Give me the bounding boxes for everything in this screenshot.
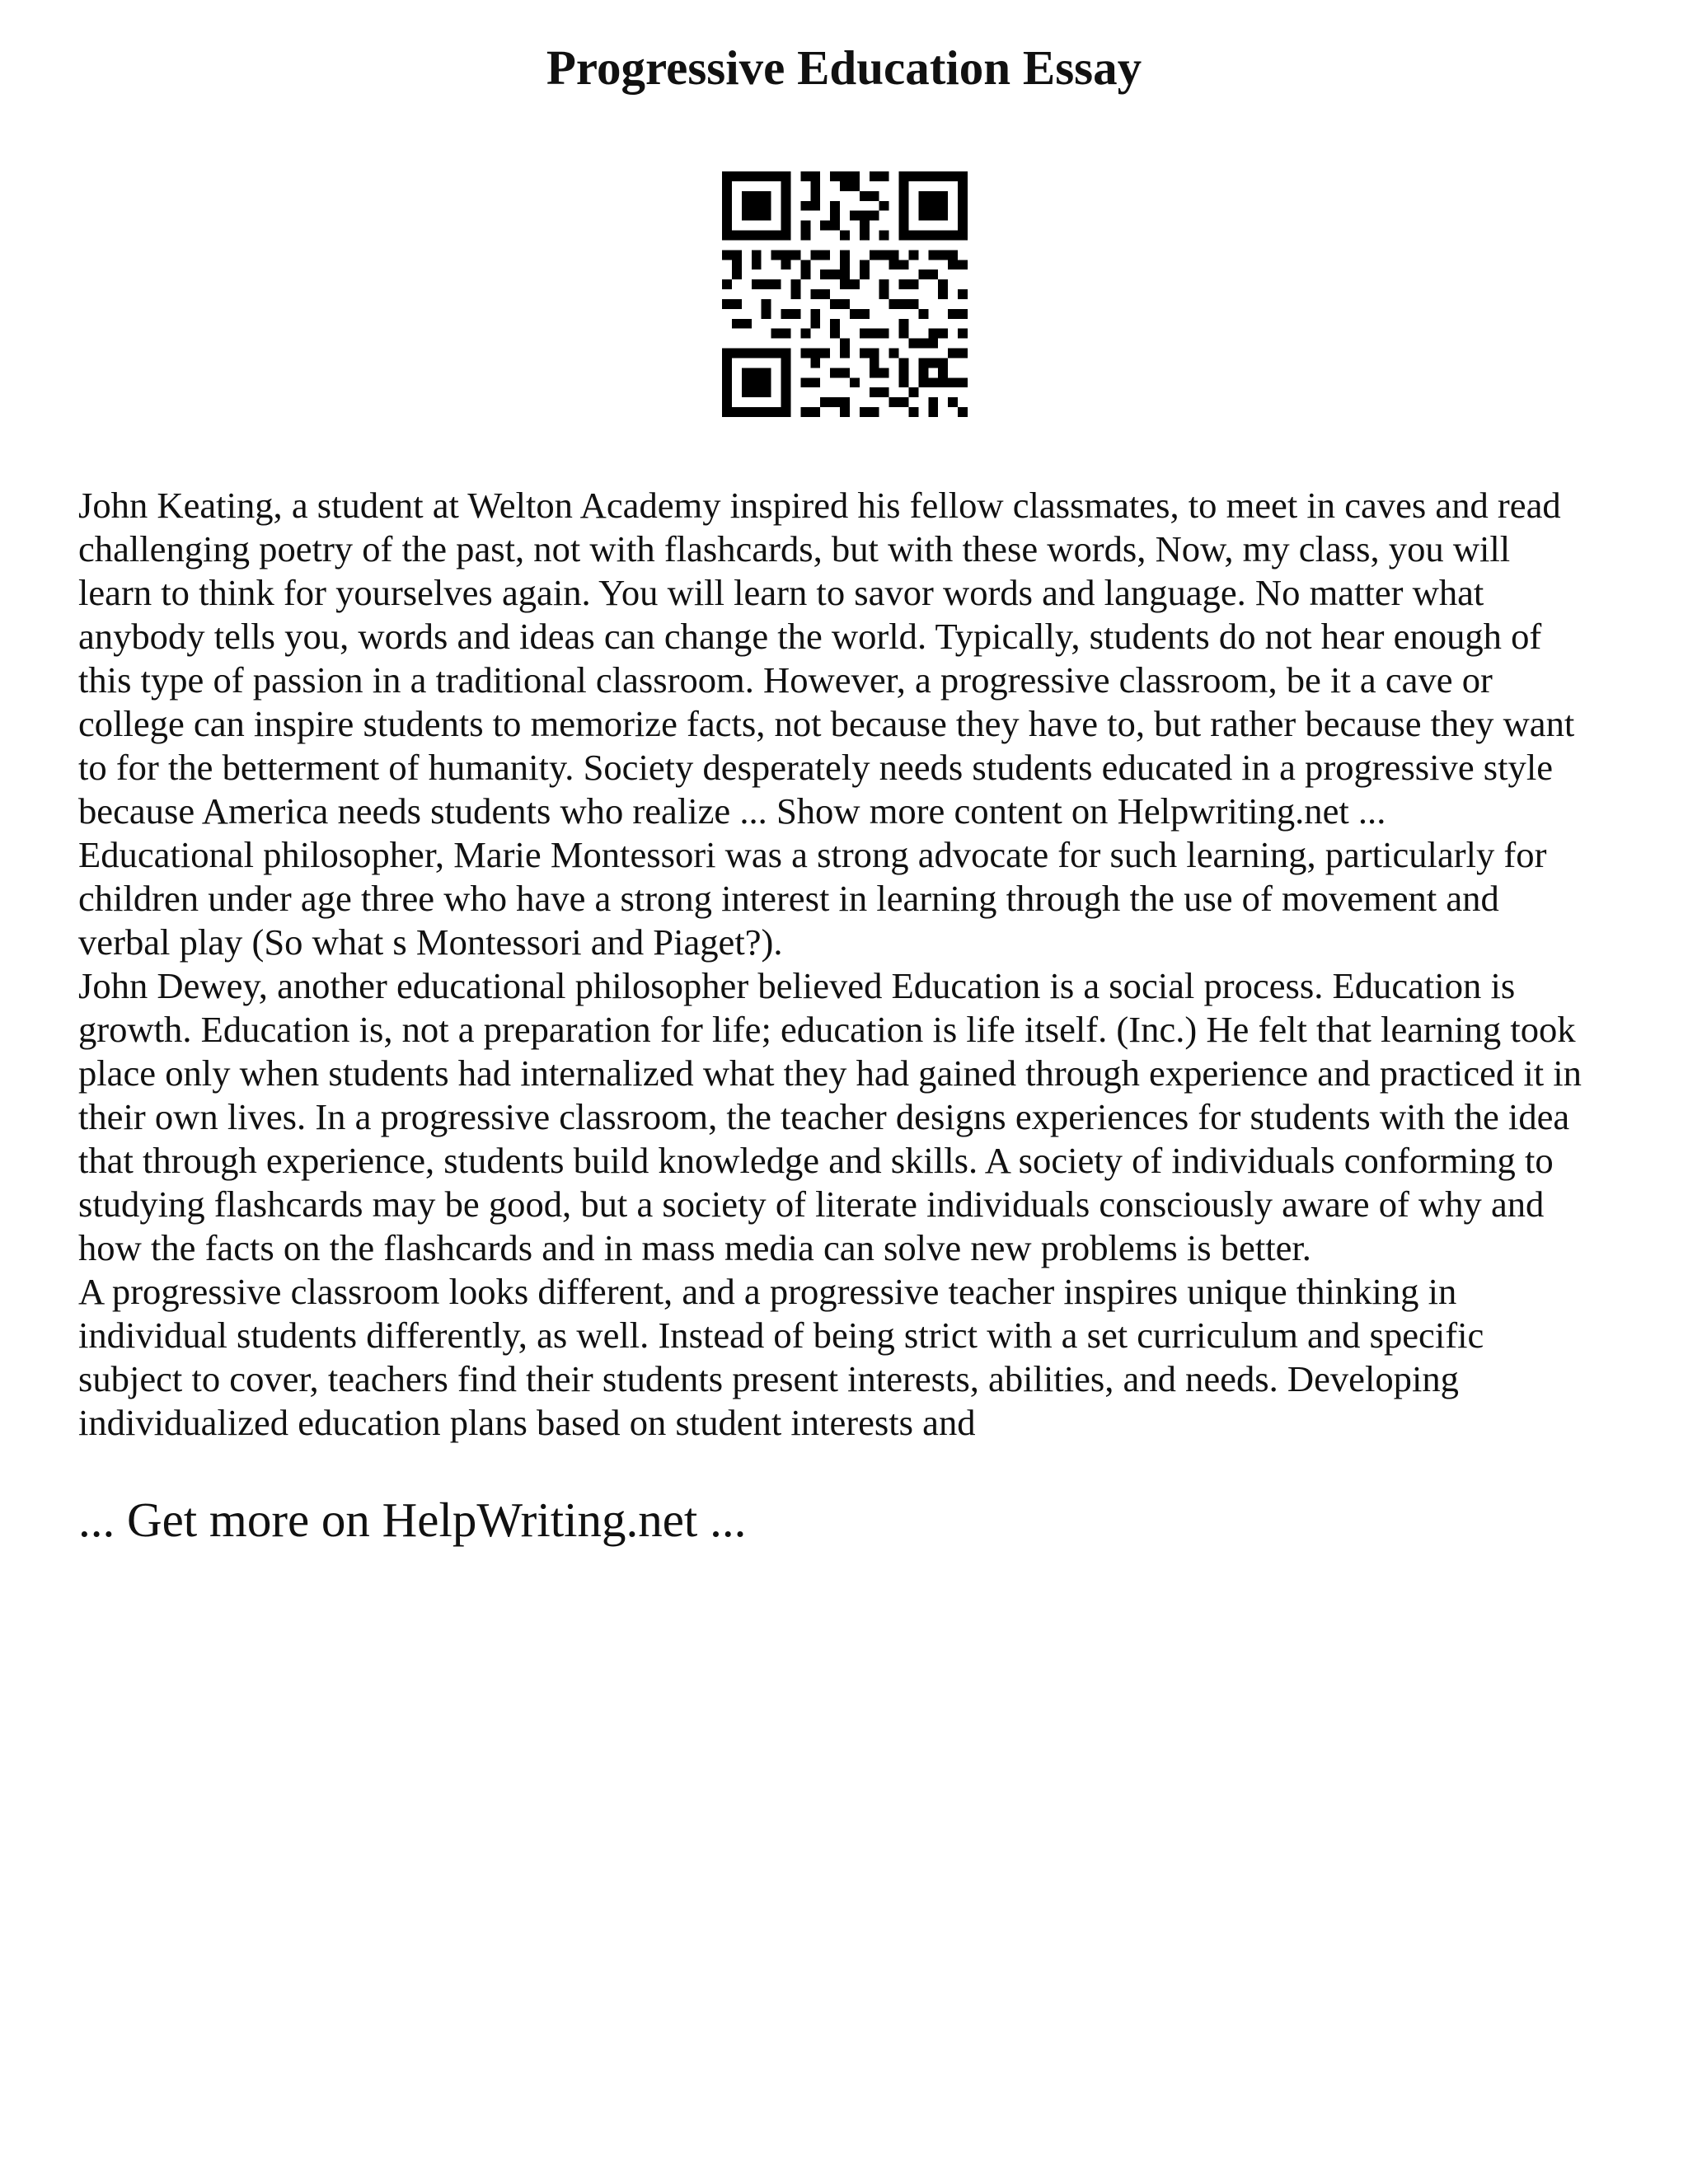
essay-line: growth. Education is, not a preparation for life; education is life itself. (Inc.) He felt that learning took (78, 1009, 1576, 1050)
essay-line: challenging poetry of the past, not with flashcards, but with these words, Now, my class, you will (78, 528, 1511, 569)
essay-line: college can inspire students to memorize facts, not because they have to, but rather because they want (78, 703, 1575, 744)
essay-line: Educational philosopher, Marie Montessori was a strong advocate for such learning, particularly for (78, 834, 1547, 875)
essay-line: subject to cover, teachers find their students present interests, abilities, and needs. Developing (78, 1358, 1459, 1399)
essay-line: A progressive classroom looks different, and a progressive teacher inspires unique thinking in (78, 1271, 1457, 1312)
essay-line: that through experience, students build knowledge and skills. A society of individuals conforming to (78, 1140, 1554, 1181)
essay-line: place only when students had internalized what they had gained through experience and practiced it in (78, 1052, 1582, 1094)
essay-line: this type of passion in a traditional classroom. However, a progressive classroom, be it a cave or (78, 659, 1493, 701)
essay-line: individualized education plans based on student interests and (78, 1402, 976, 1443)
essay-line: individual students differently, as well. Instead of being strict with a set curriculum and specific (78, 1315, 1484, 1356)
essay-line: learn to think for yourselves again. You will learn to savor words and language. No matter what (78, 572, 1484, 613)
get-more-link[interactable]: ... Get more on HelpWriting.net ... (78, 1493, 747, 1547)
essay-body (78, 484, 1628, 1445)
essay-line: John Dewey, another educational philosopher believed Education is a social process. Education is (78, 965, 1516, 1006)
essay-line: how the facts on the flashcards and in mass media can solve new problems is better. (78, 1227, 1311, 1268)
qr-code-icon[interactable] (722, 171, 968, 417)
qr-code-graphic (722, 171, 968, 417)
essay-line: anybody tells you, words and ideas can change the world. Typically, students do not hear enough of (78, 616, 1542, 657)
essay-line: John Keating, a student at Welton Academy inspired his fellow classmates, to meet in caves and read (78, 485, 1561, 526)
essay-line: their own lives. In a progressive classroom, the teacher designs experiences for students with the idea (78, 1096, 1570, 1137)
essay-line: studying flashcards may be good, but a society of literate individuals consciously aware of why and (78, 1183, 1545, 1225)
essay-line: children under age three who have a strong interest in learning through the use of movement and (78, 878, 1499, 919)
page-title: Progressive Education Essay (546, 40, 1142, 95)
essay-line: to for the betterment of humanity. Society desperately needs students educated in a progressive style (78, 747, 1553, 788)
essay-line: verbal play (So what s Montessori and Piaget?). (78, 921, 783, 963)
essay-line: because America needs students who realize ... Show more content on Helpwriting.net ... (78, 790, 1386, 832)
